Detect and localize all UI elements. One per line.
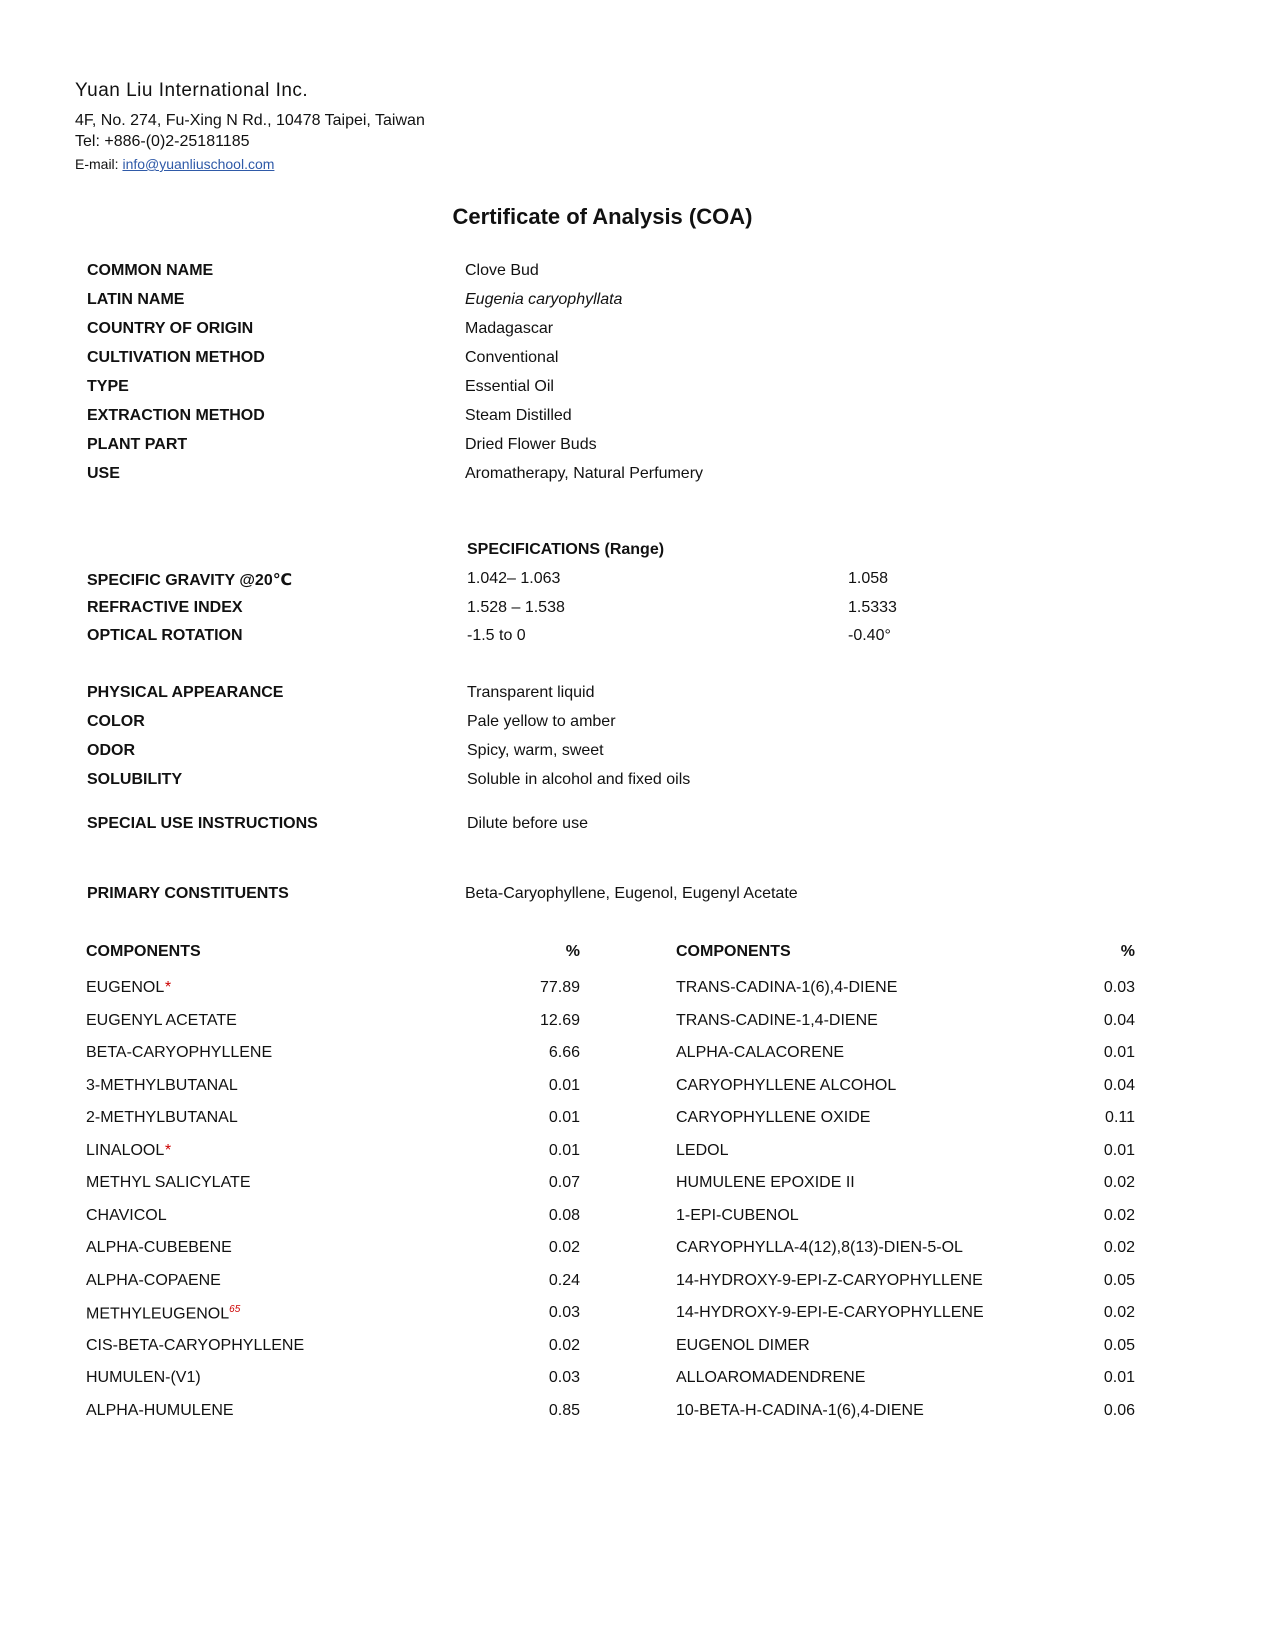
info-label: COMMON NAME (87, 262, 214, 279)
component-name (86, 1044, 272, 1062)
component-percent: 12.69 (539, 1011, 580, 1029)
component-percent: 0.02 (1103, 1239, 1135, 1256)
spec-label: OPTICAL ROTATION (87, 627, 243, 644)
component-percent: 0.01 (548, 1076, 580, 1094)
spec-range: -1.5 to 0 (467, 627, 526, 644)
physical-value: Spicy, warm, sweet (467, 742, 604, 759)
component-name (86, 979, 170, 997)
component-percent: 0.24 (548, 1271, 580, 1289)
percent-header: % (565, 943, 580, 960)
component-name (86, 1402, 234, 1420)
company-tel: Tel: +886-(0)2-25181185 (75, 133, 250, 150)
component-percent: 0.02 (548, 1239, 580, 1256)
component-percent: 0.02 (1103, 1174, 1135, 1191)
component-percent: 0.01 (548, 1109, 580, 1126)
component-percent: 0.04 (1103, 1011, 1135, 1029)
info-label: EXTRACTION METHOD (87, 407, 265, 424)
component-name (86, 1077, 238, 1095)
company-address: 4F, No. 274, Fu-Xing N Rd., 10478 Taipei, Taiwan (75, 112, 425, 129)
spec-result: 1.5333 (848, 598, 897, 616)
physical-label: COLOR (87, 713, 145, 730)
component-label: 2-METHYLBUTANAL (86, 1109, 238, 1126)
component-percent: 0.08 (548, 1206, 580, 1224)
component-name: 14-HYDROXY-9-EPI-Z-CARYOPHYLLENE (676, 1271, 983, 1289)
component-percent: 0.04 (1103, 1076, 1135, 1094)
physical-label: PHYSICAL APPEARANCE (87, 684, 284, 701)
component-label: HUMULEN-(V1) (86, 1369, 201, 1386)
info-label: CULTIVATION METHOD (87, 349, 265, 366)
info-value: Essential Oil (465, 378, 554, 395)
component-name (86, 1012, 237, 1030)
component-label: 3-METHYLBUTANAL (86, 1076, 238, 1094)
component-name: ALLOAROMADENDRENE (676, 1369, 866, 1386)
component-name: LEDOL (676, 1141, 729, 1159)
component-percent: 0.01 (548, 1141, 580, 1159)
component-label: ALPHA-COPAENE (86, 1271, 221, 1289)
component-label: CIS-BETA-CARYOPHYLLENE (86, 1336, 305, 1354)
component-name: HUMULENE EPOXIDE II (676, 1174, 855, 1191)
component-name (86, 1142, 171, 1160)
component-label: EUGENOL (86, 979, 165, 996)
info-value: Eugenia caryophyllata (465, 291, 623, 308)
component-percent: 0.01 (1103, 1141, 1135, 1159)
physical-value: Transparent liquid (467, 684, 595, 701)
component-percent: 0.11 (1105, 1109, 1135, 1126)
spec-result: 1.058 (848, 570, 889, 587)
component-percent: 0.02 (1103, 1304, 1135, 1321)
component-percent: 0.07 (548, 1174, 580, 1191)
info-value: Steam Distilled (465, 407, 572, 424)
physical-label: SOLUBILITY (87, 771, 183, 788)
company-email (75, 156, 274, 172)
special-use-value: Dilute before use (467, 815, 588, 832)
spec-label: REFRACTIVE INDEX (87, 598, 243, 616)
component-name: EUGENOL DIMER (676, 1336, 810, 1354)
info-value: Conventional (465, 349, 559, 366)
info-label: TYPE (87, 378, 129, 395)
footnote-mark: 65 (229, 1304, 241, 1315)
component-label: CHAVICOL (86, 1206, 167, 1224)
component-label: METHYLEUGENOL (86, 1305, 230, 1323)
component-name: 10-BETA-H-CADINA-1(6),4-DIENE (676, 1401, 924, 1419)
component-name: CARYOPHYLLA-4(12),8(13)-DIEN-5-OL (676, 1239, 963, 1256)
component-percent: 0.06 (1103, 1401, 1135, 1419)
primary-constituents-value: Beta-Caryophyllene, Eugenol, Eugenyl Acetate (465, 885, 798, 902)
special-use-label: SPECIAL USE INSTRUCTIONS (87, 815, 318, 832)
asterisk-mark: * (164, 1141, 171, 1159)
component-label: ALPHA-CUBEBENE (86, 1239, 232, 1256)
spec-result: -0.40° (848, 627, 891, 644)
info-label: COUNTRY OF ORIGIN (87, 320, 254, 337)
component-name (86, 1239, 232, 1257)
component-name (86, 1207, 167, 1225)
company-name: Yuan Liu International Inc. (75, 80, 309, 101)
component-percent: 6.66 (548, 1044, 580, 1061)
email-label: E-mail: (75, 156, 123, 172)
component-name: 1-EPI-CUBENOL (676, 1206, 799, 1224)
info-value: Madagascar (465, 320, 554, 337)
component-label: ALPHA-HUMULENE (86, 1401, 234, 1419)
physical-label: ODOR (87, 742, 135, 759)
component-percent: 77.89 (539, 979, 580, 996)
physical-value: Pale yellow to amber (467, 713, 616, 730)
component-name (86, 1337, 304, 1355)
email-link[interactable]: info@yuanliuschool.com (122, 156, 275, 172)
component-percent: 0.05 (1103, 1336, 1135, 1354)
info-value: Dried Flower Buds (465, 436, 597, 453)
component-name: TRANS-CADINA-1(6),4-DIENE (676, 979, 898, 996)
component-name (86, 1272, 221, 1290)
components-header: COMPONENTS (86, 943, 201, 960)
info-value: Clove Bud (465, 262, 539, 279)
spec-range: 1.528 – 1.538 (467, 598, 565, 616)
component-name (86, 1304, 240, 1323)
component-name (86, 1369, 201, 1387)
component-percent: 0.03 (548, 1304, 580, 1321)
info-label: LATIN NAME (87, 291, 185, 308)
component-name: ALPHA-CALACORENE (676, 1044, 845, 1061)
page-title: Certificate of Analysis (COA) (452, 204, 753, 229)
specs-header: SPECIFICATIONS (Range) (467, 541, 665, 558)
info-label: PLANT PART (87, 436, 188, 453)
component-label: EUGENYL ACETATE (86, 1011, 237, 1029)
spec-label: SPECIFIC GRAVITY @20℃ (87, 572, 293, 589)
info-value: Aromatherapy, Natural Perfumery (465, 465, 704, 482)
percent-header: % (1120, 943, 1135, 960)
component-name: CARYOPHYLLENE ALCOHOL (676, 1076, 897, 1094)
component-percent: 0.85 (548, 1401, 580, 1419)
component-label: LINALOOL (86, 1141, 165, 1159)
asterisk-mark: * (164, 979, 171, 996)
component-name (86, 1109, 238, 1127)
info-label: USE (87, 465, 120, 482)
component-name (86, 1174, 251, 1192)
component-label: BETA-CARYOPHYLLENE (86, 1044, 273, 1061)
primary-constituents-label: PRIMARY CONSTITUENTS (87, 885, 289, 902)
component-percent: 0.03 (1103, 979, 1135, 996)
component-name: 14-HYDROXY-9-EPI-E-CARYOPHYLLENE (676, 1304, 984, 1321)
spec-range: 1.042– 1.063 (467, 570, 561, 587)
component-percent: 0.01 (1103, 1369, 1135, 1386)
component-name: CARYOPHYLLENE OXIDE (676, 1109, 871, 1126)
component-percent: 0.02 (1103, 1206, 1135, 1224)
physical-value: Soluble in alcohol and fixed oils (467, 771, 691, 788)
component-percent: 0.05 (1103, 1271, 1135, 1289)
components-header: COMPONENTS (676, 943, 791, 960)
component-label: METHYL SALICYLATE (86, 1174, 251, 1191)
component-percent: 0.02 (548, 1336, 580, 1354)
component-percent: 0.01 (1103, 1044, 1135, 1061)
component-percent: 0.03 (548, 1369, 580, 1386)
component-name: TRANS-CADINE-1,4-DIENE (676, 1011, 878, 1029)
